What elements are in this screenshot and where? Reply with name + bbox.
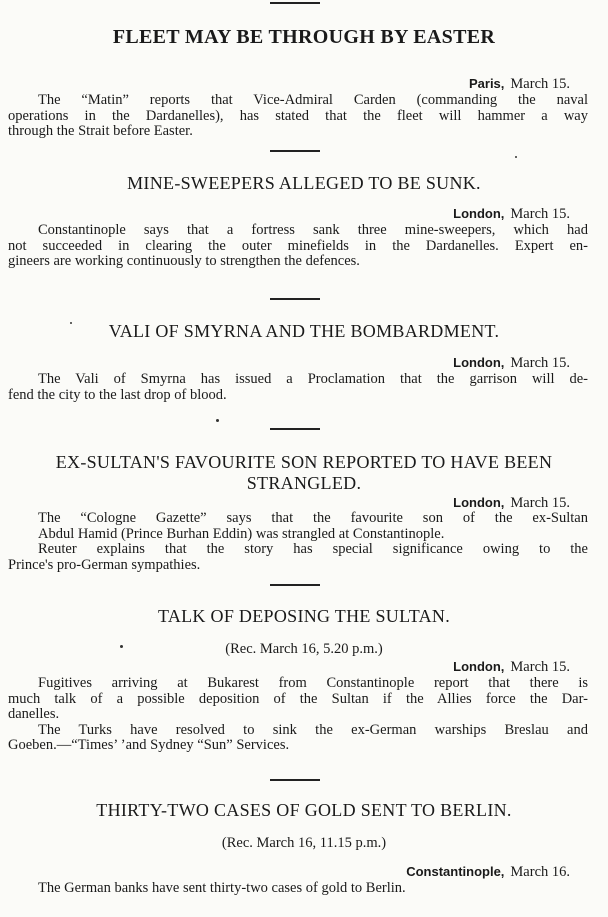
dateline-gold-to-berlin <box>406 864 570 881</box>
dateline-place: Paris, <box>468 76 505 91</box>
separator-rule <box>270 150 320 152</box>
body-line: The Vali of Smyrna has issued a Proclamation that the garrison will de- <box>38 371 588 387</box>
body-line: through the Strait before Easter. <box>8 123 193 139</box>
body-line: The Turks have resolved to sink the ex-German warships Breslau and <box>38 721 588 738</box>
separator-rule <box>270 298 320 300</box>
separator-rule <box>270 428 320 430</box>
print-speck <box>216 419 219 422</box>
dateline-date: March 15. <box>510 206 570 222</box>
dateline-place: London, <box>453 495 505 510</box>
article-body-ex-sultans-son <box>8 511 588 573</box>
headline-deposing-sultan: TALK OF DEPOSING THE SULTAN. <box>157 606 451 626</box>
headline-fleet: FLEET MAY BE THROUGH BY EASTER <box>112 26 496 48</box>
article-body-mine-sweepers <box>8 223 588 270</box>
dateline-date: March 15. <box>510 495 570 511</box>
body-line: much talk of a possible deposition of the Sultan if the Allies force the Dar- <box>8 690 588 707</box>
body-line: Prince's pro-German sympathies. <box>8 556 201 573</box>
separator-rule <box>270 779 320 781</box>
body-line: The German banks have sent thirty-two cases of gold to Berlin. <box>38 880 406 896</box>
headline-gold-to-berlin: THIRTY-TWO CASES OF GOLD SENT TO BERLIN. <box>96 800 512 820</box>
received-time: (Rec. March 16, 11.15 p.m.) <box>221 835 387 851</box>
dateline-place: London, <box>453 206 505 221</box>
headline-vali-of-smyrna: VALI OF SMYRNA AND THE BOMBARDMENT. <box>108 321 500 341</box>
dateline-vali-of-smyrna <box>453 355 570 372</box>
body-line: Fugitives arriving at Bukarest from Constantinople report that there is <box>38 675 588 691</box>
body-line: Reuter explains that the story has special significance owing to the <box>38 541 588 557</box>
print-speck <box>515 156 517 158</box>
print-speck <box>120 645 123 648</box>
body-line: The “Cologne Gazette” says that the favourite son of the ex-Sultan <box>38 510 588 526</box>
article-body-deposing-sultan <box>8 676 588 754</box>
dateline-date: March 16. <box>510 864 570 880</box>
body-line: Goeben.—“Times’ ’and Sydney “Sun” Services. <box>8 737 290 753</box>
dateline-mine-sweepers <box>453 206 570 223</box>
dateline-deposing-sultan <box>453 659 570 676</box>
dateline-fleet <box>469 76 570 93</box>
body-line: danelles. <box>8 706 60 722</box>
dateline-date: March 15. <box>510 355 570 371</box>
headline-mine-sweepers: MINE-SWEEPERS ALLEGED TO BE SUNK. <box>127 173 481 193</box>
body-line: Constantinople says that a fortress sank three mine-sweepers, which had <box>38 222 588 238</box>
headline-ex-sultans-son: EX-SULTAN'S FAVOURITE SON REPORTED TO HAVE BEEN <box>55 452 553 472</box>
headline-ex-sultans-son-line2: STRANGLED. <box>246 473 362 493</box>
dateline-date: March 15. <box>510 659 570 675</box>
dateline-place: London, <box>453 659 505 674</box>
body-line: gineers are working continuously to strengthen the defences. <box>8 253 360 269</box>
body-line: Abdul Hamid (Prince Burhan Eddin) was strangled at Constantinople. <box>38 525 445 542</box>
body-line: operations in the Dardanelles), has stated that the fleet will hammer a way <box>8 107 588 124</box>
body-line: fend the city to the last drop of blood. <box>8 386 227 403</box>
article-body-gold-to-berlin <box>8 881 588 897</box>
received-time: (Rec. March 16, 5.20 p.m.) <box>225 641 383 657</box>
separator-rule <box>270 584 320 586</box>
dateline-date: March 15. <box>510 76 570 92</box>
article-body-fleet <box>8 93 588 140</box>
dateline-place: Constantinople, <box>406 864 505 879</box>
dateline-place: London, <box>453 355 505 370</box>
article-body-vali-of-smyrna <box>8 372 588 403</box>
print-speck <box>70 322 72 324</box>
body-line: not succeeded in clearing the outer minefields in the Dardanelles. Expert en- <box>8 237 588 254</box>
body-line: The “Matin” reports that Vice-Admiral Carden (commanding the naval <box>38 92 588 108</box>
top-rule <box>270 2 320 4</box>
